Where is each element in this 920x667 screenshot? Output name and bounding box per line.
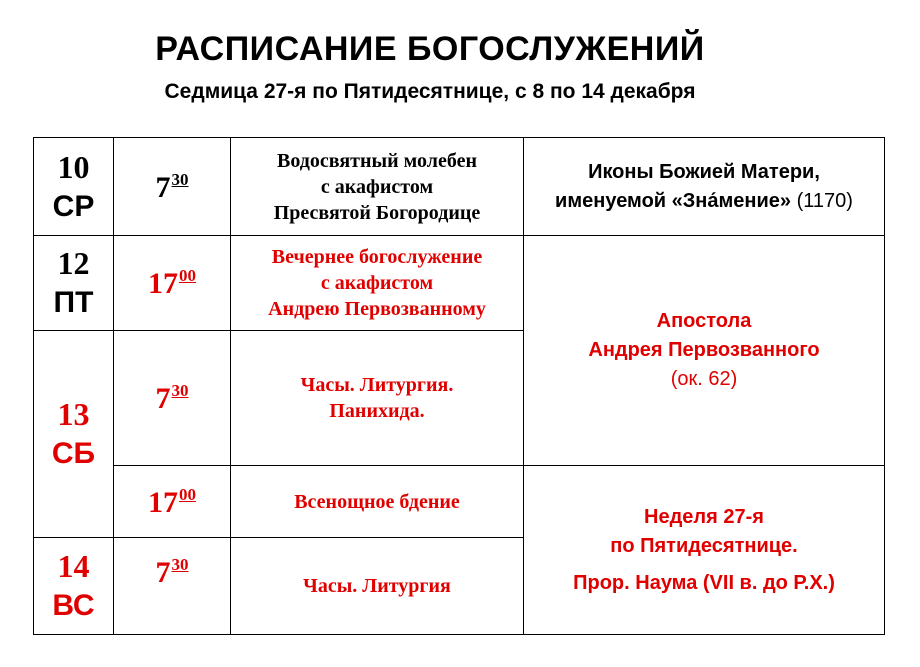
day-cell [34,331,114,538]
service-line: Андрею Первозванному [268,298,486,320]
service-time: $17^{00}$ [148,484,196,519]
service-cell [231,236,524,331]
feast-cell [524,138,885,236]
service-cell [231,331,524,466]
feast-line: именуемой «Зна́мение» [555,189,792,212]
feast-line: Иконы Божией Матери, [588,160,820,183]
service-line: Вечернее богослужение [271,246,483,268]
service-line: Пресвятой Богородице [273,201,481,224]
time-cell [114,138,231,236]
day-number: 13 [57,396,90,432]
feast-line: по Пятидесятнице. [610,534,798,557]
day-number: 12 [57,245,90,281]
service-line: Часы. Литургия [303,575,451,597]
day-name: СР [52,189,95,223]
feast-line: Апостола [656,310,752,332]
feast-line: Прор. Наума (VII в. до Р.Х.) [573,571,835,594]
service-time: $17^{00}$ [148,266,196,300]
feast-line: Неделя 27-я [644,505,764,528]
service-line: с акафистом [320,272,434,294]
table-row [34,466,885,538]
day-name: ПТ [53,286,94,319]
service-line: Часы. Литургия. [300,374,454,396]
service-line: Панихида. [329,400,425,422]
service-cell [231,538,524,635]
day-cell [34,138,114,236]
feast-note: (ок. 62) [670,368,738,390]
service-line: Водосвятный молебен [277,149,477,172]
schedule-table [33,137,885,635]
day-name: СБ [51,437,96,470]
table-row [34,236,885,331]
service-cell [231,466,524,538]
day-cell [34,538,114,635]
day-number: 10 [57,148,90,185]
time-cell [114,466,231,538]
service-cell [231,138,524,236]
feast-note: (1170) [796,189,853,212]
service-time: $7^{30}$ [155,381,189,415]
day-cell [34,236,114,331]
time-cell [114,538,231,635]
service-line: Всенощное бдение [294,490,460,513]
day-number: 14 [57,548,90,584]
service-time: $7^{30}$ [155,169,189,204]
time-cell [114,236,231,331]
feast-cell [524,466,885,635]
day-name: ВС [52,589,95,622]
feast-cell [524,236,885,466]
page-subtitle: Седмица 27-я по Пятидесятнице, с 8 по 14 декабря [164,80,696,103]
table-row [34,138,885,236]
service-line: с акафистом [320,175,434,198]
time-cell [114,331,231,466]
service-time: $7^{30}$ [155,555,189,589]
page-title: РАСПИСАНИЕ БОГОСЛУЖЕНИЙ [155,30,705,68]
feast-line: Андрея Первозванного [588,339,820,361]
